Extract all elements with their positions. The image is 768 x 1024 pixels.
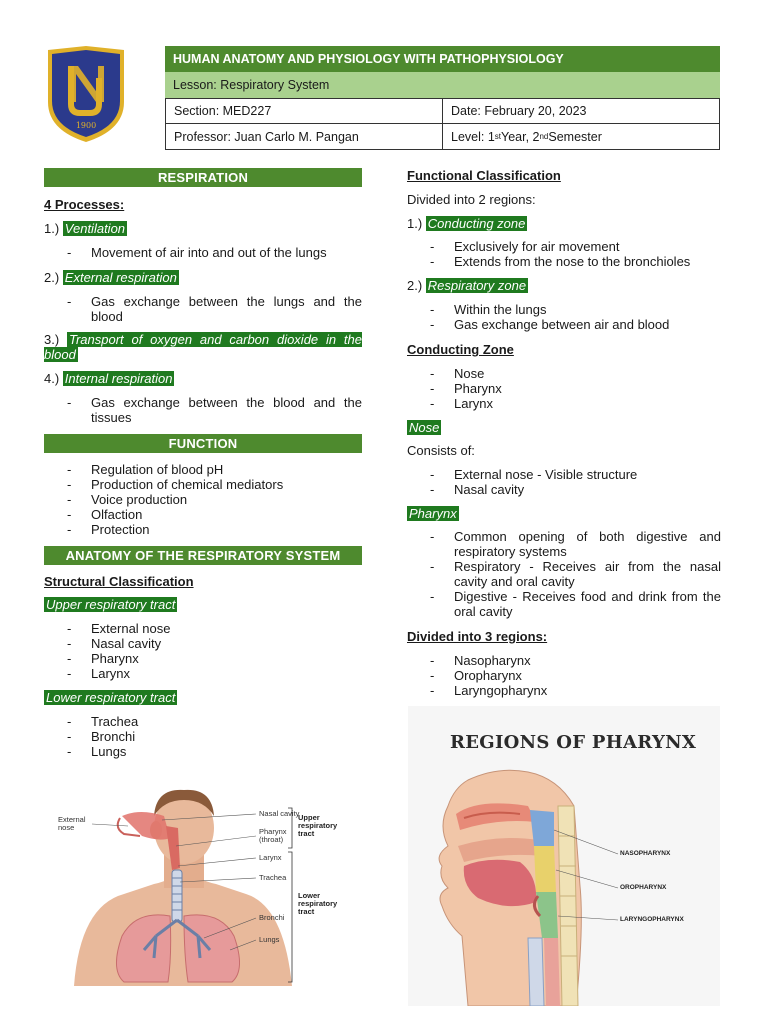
list-item: - Common opening of both digestive and respiratory systems xyxy=(430,529,721,559)
list-item: - Nasal cavity xyxy=(430,482,721,497)
list-item: - Trachea xyxy=(67,714,362,729)
professor-cell: Professor: Juan Carlo M. Pangan xyxy=(166,124,443,149)
label-nasal-cavity: Nasal cavity xyxy=(259,809,300,818)
left-column xyxy=(44,168,362,759)
process-1: 1.) Ventilation xyxy=(44,221,126,236)
date-cell: Date: February 20, 2023 xyxy=(451,104,587,118)
lower-tract-list xyxy=(67,714,362,759)
pharynx-figure-title: REGIONS OF PHARYNX xyxy=(450,732,697,753)
list-item: - External nose - Visible structure xyxy=(430,467,721,482)
list-item: - Gas exchange between the lungs and the blood xyxy=(67,294,362,324)
list-item: - Pharynx xyxy=(430,381,721,396)
list-item: - External nose xyxy=(67,621,362,636)
conducting-zone-heading: Conducting Zone xyxy=(407,342,514,357)
zone-2: 2.) Respiratory zone xyxy=(407,278,527,293)
label-pharynx: Pharynx (throat) xyxy=(259,827,287,844)
list-item: - Movement of air into and out of the lungs xyxy=(67,245,362,260)
zone-2-list xyxy=(430,302,721,332)
list-item: - Respiratory - Receives air from the nasal cavity and oral cavity xyxy=(430,559,721,589)
university-logo xyxy=(44,44,128,144)
list-item: - Laryngopharynx xyxy=(430,683,721,698)
list-item: - Nasopharynx xyxy=(430,653,721,668)
section-cell: Section: MED227 xyxy=(166,99,443,123)
list-item: - Nose xyxy=(430,366,721,381)
nose-list xyxy=(430,467,721,497)
list-item: - Pharynx xyxy=(67,651,362,666)
process-1-list xyxy=(67,245,362,260)
list-item: - Oropharynx xyxy=(430,668,721,683)
zone-1-list xyxy=(430,239,721,269)
function-band: FUNCTION xyxy=(44,434,362,453)
list-item: - Extends from the nose to the bronchioles xyxy=(430,254,721,269)
upper-tract-heading: Upper respiratory tract xyxy=(46,597,176,612)
respiration-band: RESPIRATION xyxy=(44,168,362,187)
conducting-zone-list xyxy=(430,366,721,411)
pharynx-list xyxy=(430,529,721,619)
list-item: - Regulation of blood pH xyxy=(67,462,362,477)
label-laryngopharynx: LARYNGOPHARYNX xyxy=(620,916,684,923)
label-oropharynx: OROPHARYNX xyxy=(620,884,667,891)
course-title: HUMAN ANATOMY AND PHYSIOLOGY WITH PATHOPHYSIOLOGY xyxy=(165,46,720,72)
list-item: - Voice production xyxy=(67,492,362,507)
processes-heading: 4 Processes: xyxy=(44,197,125,212)
zone-2-label: Respiratory zone xyxy=(427,278,527,293)
label-external-nose: External nose xyxy=(58,815,86,832)
functional-heading: Functional Classification xyxy=(407,168,561,183)
pharynx-regions-figure xyxy=(408,706,720,1006)
label-nasopharynx: NASOPHARYNX xyxy=(620,850,671,857)
list-item: - Olfaction xyxy=(67,507,362,522)
consists-of-text: Consists of: xyxy=(407,443,475,458)
process-4: 4.) Internal respiration xyxy=(44,371,173,386)
list-item: - Gas exchange between air and blood xyxy=(430,317,721,332)
process-3: 3.) Transport of oxygen and carbon dioxide in the blood xyxy=(44,332,362,362)
process-2-list xyxy=(67,294,362,324)
logo-year: 1900 xyxy=(75,121,97,130)
pharynx-illustration xyxy=(408,706,720,1006)
respiratory-tract-figure xyxy=(44,786,364,986)
right-column xyxy=(407,168,721,698)
three-regions-list xyxy=(430,653,721,698)
list-item: - Larynx xyxy=(430,396,721,411)
function-list xyxy=(67,462,362,537)
list-item: - Within the lungs xyxy=(430,302,721,317)
list-item: - Protection xyxy=(67,522,362,537)
label-upper-tract: Upper respiratory tract xyxy=(298,813,338,838)
label-larynx: Larynx xyxy=(259,853,282,862)
process-2-label: External respiration xyxy=(64,270,177,285)
list-item: - Lungs xyxy=(67,744,362,759)
label-lower-tract: Lower respiratory tract xyxy=(298,891,338,916)
level-cell: Level: 1 st Year, 2 nd Semester xyxy=(451,129,602,144)
label-lungs: Lungs xyxy=(259,935,280,944)
list-item: - Nasal cavity xyxy=(67,636,362,651)
anatomy-band: ANATOMY OF THE RESPIRATORY SYSTEM xyxy=(44,546,362,565)
list-item: - Gas exchange between the blood and the tissues xyxy=(67,395,362,425)
process-4-list xyxy=(67,395,362,425)
list-item: - Digestive - Receives food and drink from the oral cavity xyxy=(430,589,721,619)
lesson-title: Lesson: Respiratory System xyxy=(165,72,720,98)
label-trachea: Trachea xyxy=(259,873,287,882)
course-header-table xyxy=(165,46,720,150)
list-item: - Production of chemical mediators xyxy=(67,477,362,492)
header-row-professor xyxy=(165,124,720,150)
structural-heading: Structural Classification xyxy=(44,574,194,589)
header-row-section xyxy=(165,98,720,124)
list-item: - Larynx xyxy=(67,666,362,681)
zone-1-label: Conducting zone xyxy=(427,216,526,231)
upper-tract-list xyxy=(67,621,362,681)
label-bronchi: Bronchi xyxy=(259,913,285,922)
process-3-label: Transport of oxygen and carbon dioxide in the blood xyxy=(44,332,362,362)
list-item: - Exclusively for air movement xyxy=(430,239,721,254)
process-1-label: Ventilation xyxy=(64,221,126,236)
three-regions-heading: Divided into 3 regions: xyxy=(407,629,548,644)
list-item: - Bronchi xyxy=(67,729,362,744)
lower-tract-heading: Lower respiratory tract xyxy=(46,690,176,705)
pharynx-heading: Pharynx xyxy=(409,506,457,521)
process-2: 2.) External respiration xyxy=(44,270,177,285)
process-4-label: Internal respiration xyxy=(64,371,173,386)
divided-two-text: Divided into 2 regions: xyxy=(407,192,536,207)
nose-heading: Nose xyxy=(409,420,440,435)
zone-1: 1.) Conducting zone xyxy=(407,216,526,231)
